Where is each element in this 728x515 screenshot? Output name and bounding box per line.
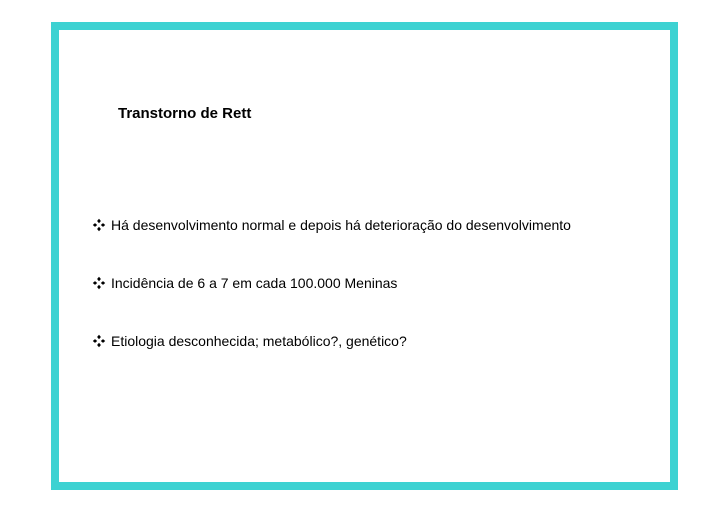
bullet-text: Incidência de 6 a 7 em cada 100.000 Meninas — [111, 275, 398, 291]
slide-title: Transtorno de Rett — [118, 105, 252, 122]
bullet-text: Etiologia desconhecida; metabólico?, genético? — [111, 333, 407, 349]
slide-frame — [51, 22, 678, 490]
diamond-bullet-icon — [92, 334, 106, 348]
diamond-bullet-icon — [92, 276, 106, 290]
bullet-item — [92, 274, 571, 292]
bullet-item — [92, 332, 571, 350]
bullet-text: Há desenvolvimento normal e depois há deterioração do desenvolvimento — [111, 217, 571, 233]
diamond-bullet-icon — [92, 218, 106, 232]
bullet-list — [92, 216, 571, 390]
bullet-item — [92, 216, 571, 234]
